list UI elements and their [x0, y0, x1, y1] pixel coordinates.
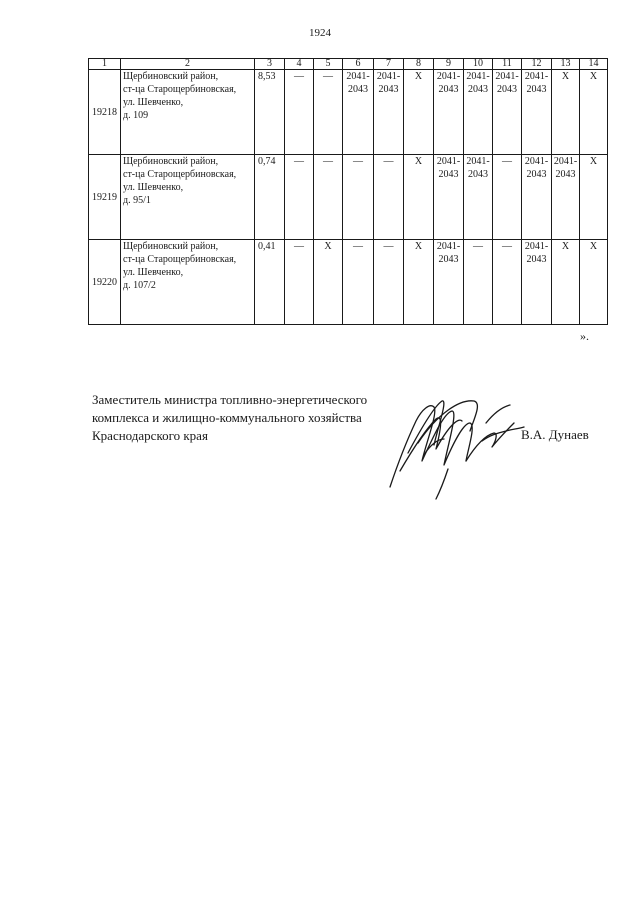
column-header: 5 [314, 59, 343, 70]
value-cell: 2041-2043 [493, 70, 522, 155]
position-line: Заместитель министра топливно-энергетического [92, 392, 368, 407]
column-header: 2 [121, 59, 255, 70]
column-header: 14 [580, 59, 608, 70]
address-line: д. 95/1 [123, 195, 151, 206]
column-header: 6 [343, 59, 374, 70]
value-cell: — [343, 240, 374, 325]
page-number: 1924 [309, 27, 331, 39]
row-number: 19220 [89, 240, 121, 325]
area-cell: 8,53 [255, 70, 285, 155]
table-header-row [89, 59, 608, 70]
value-cell: — [374, 155, 404, 240]
value-cell: Х [404, 70, 434, 155]
register-table [88, 58, 608, 325]
address-line: ст-ца Старощербиновская, [123, 254, 237, 265]
address-line: ст-ца Старощербиновская, [123, 169, 237, 180]
value-cell: 2041-2043 [522, 155, 552, 240]
value-cell: — [343, 155, 374, 240]
signatory-position [92, 391, 412, 445]
address-line: Щербиновский район, [123, 241, 219, 252]
area-cell: 0,74 [255, 155, 285, 240]
value-cell: 2041-2043 [374, 70, 404, 155]
value-cell: Х [580, 70, 608, 155]
address-line: ул. Шевченко, [123, 182, 184, 193]
row-number: 19218 [89, 70, 121, 155]
column-header: 9 [434, 59, 464, 70]
value-cell: 2041-2043 [464, 155, 493, 240]
value-cell: 2041-2043 [522, 240, 552, 325]
value-cell: — [493, 155, 522, 240]
address-line: ст-ца Старощербиновская, [123, 84, 237, 95]
value-cell: Х [404, 240, 434, 325]
address-cell [121, 70, 255, 155]
value-cell: 2041-2043 [343, 70, 374, 155]
value-cell: — [314, 155, 343, 240]
value-cell: Х [552, 70, 580, 155]
handwritten-signature [378, 383, 528, 503]
value-cell: Х [580, 240, 608, 325]
value-cell: — [374, 240, 404, 325]
column-header: 8 [404, 59, 434, 70]
column-header: 7 [374, 59, 404, 70]
address-line: Щербиновский район, [123, 156, 219, 167]
value-cell: — [285, 70, 314, 155]
value-cell: 2041-2043 [552, 155, 580, 240]
address-line: д. 107/2 [123, 280, 156, 291]
value-cell: 2041-2043 [522, 70, 552, 155]
value-cell: 2041-2043 [464, 70, 493, 155]
column-header: 10 [464, 59, 493, 70]
value-cell: — [285, 155, 314, 240]
column-header: 1 [89, 59, 121, 70]
column-header: 13 [552, 59, 580, 70]
value-cell: — [314, 70, 343, 155]
column-header: 11 [493, 59, 522, 70]
value-cell: — [493, 240, 522, 325]
value-cell: — [464, 240, 493, 325]
value-cell: 2041-2043 [434, 240, 464, 325]
table-row [89, 240, 608, 325]
address-cell [121, 240, 255, 325]
position-line: Краснодарского края [92, 428, 208, 443]
value-cell: Х [552, 240, 580, 325]
value-cell: 2041-2043 [434, 155, 464, 240]
address-cell [121, 155, 255, 240]
table-row [89, 70, 608, 155]
position-line: комплекса и жилищно-коммунального хозяйства [92, 410, 362, 425]
value-cell: — [285, 240, 314, 325]
value-cell: 2041-2043 [434, 70, 464, 155]
address-line: ул. Шевченко, [123, 97, 184, 108]
value-cell: Х [314, 240, 343, 325]
signatory-name: В.А. Дунаев [521, 427, 589, 442]
area-cell: 0,41 [255, 240, 285, 325]
value-cell: Х [580, 155, 608, 240]
closing-quote: ». [580, 329, 589, 343]
address-line: Щербиновский район, [123, 71, 219, 82]
column-header: 12 [522, 59, 552, 70]
row-number: 19219 [89, 155, 121, 240]
value-cell: Х [404, 155, 434, 240]
column-header: 3 [255, 59, 285, 70]
column-header: 4 [285, 59, 314, 70]
address-line: д. 109 [123, 110, 149, 121]
table-row [89, 155, 608, 240]
address-line: ул. Шевченко, [123, 267, 184, 278]
